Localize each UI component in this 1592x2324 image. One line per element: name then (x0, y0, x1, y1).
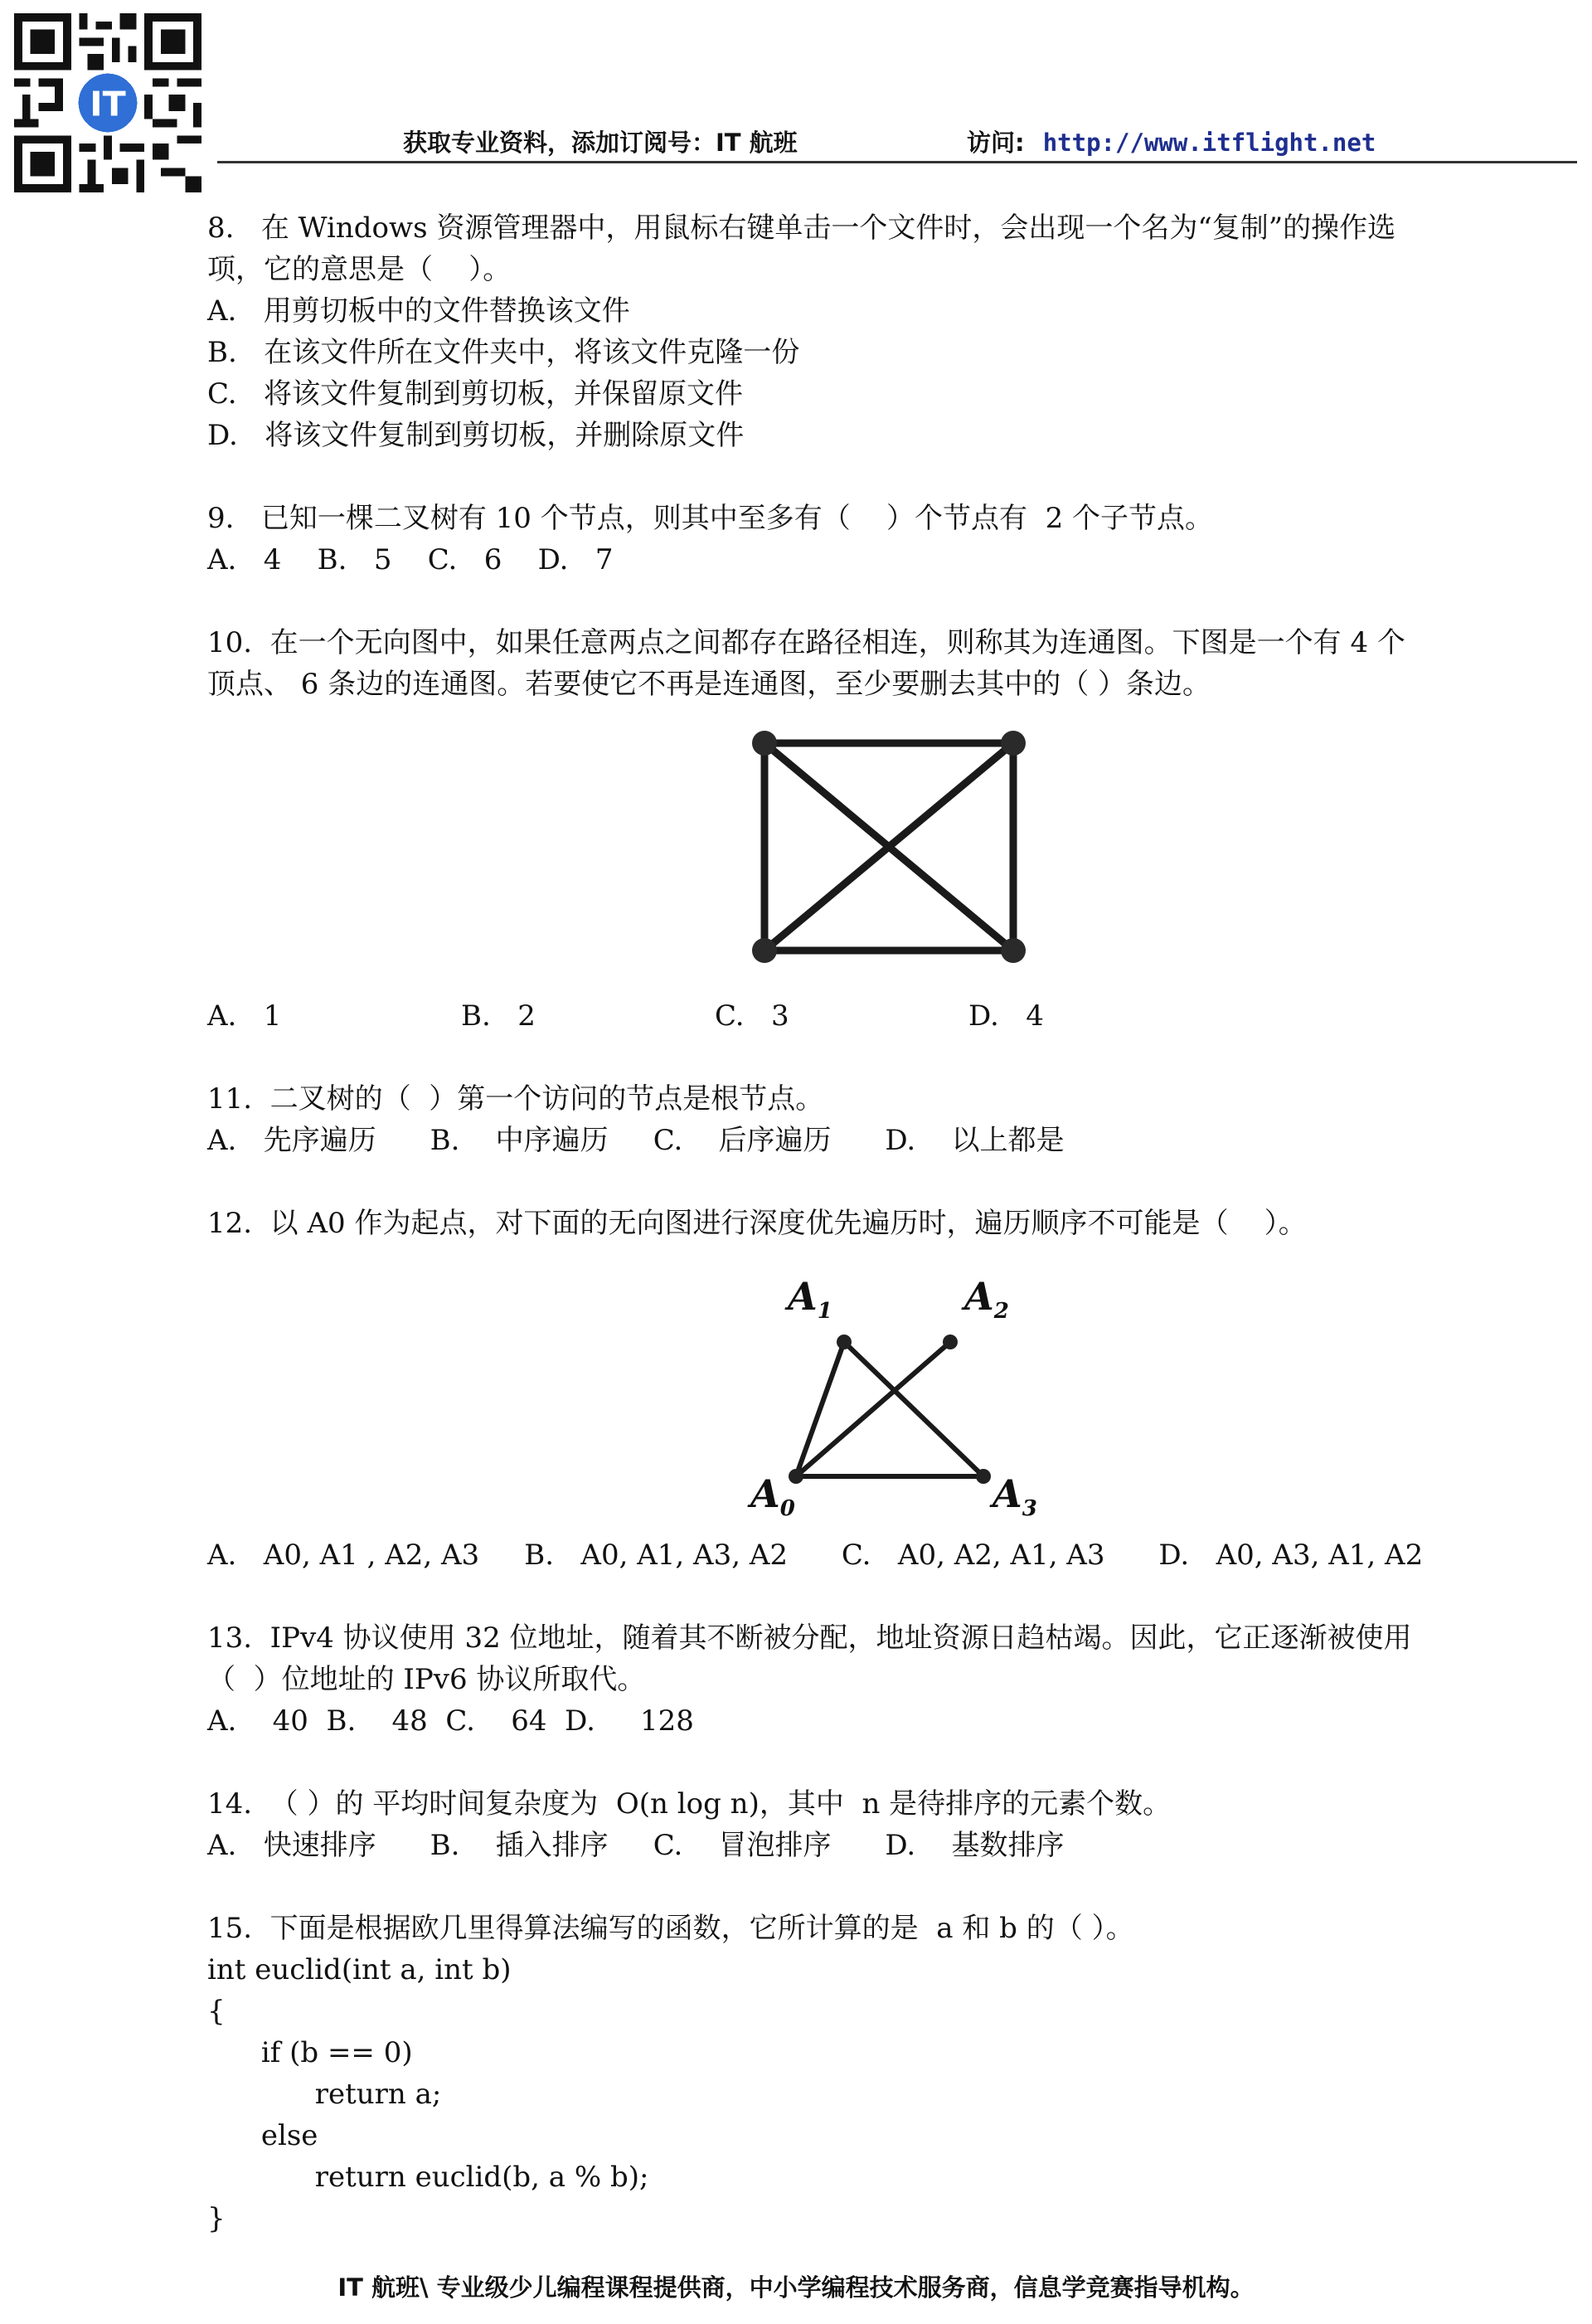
code-line: return a; (207, 2078, 442, 2111)
option-d: D. 4 (968, 999, 1044, 1033)
header-visit-label: 访问: (967, 129, 1025, 157)
vertex-label-a2: $A_2$ (964, 1274, 1009, 1325)
question-15 (207, 1908, 1571, 2239)
vertex-label-a3: $A_3$ (993, 1471, 1037, 1522)
page-header (403, 124, 1376, 158)
options-line: A. A0, A1 , A2, A3 B. A0, A1, A3, A2 C. A0, A2, A1, A3 D. A0, A3, A1, A2 (207, 1539, 1424, 1572)
question-text: 项，它的意思是（ ）。 (207, 253, 512, 286)
question-content (207, 207, 1571, 2239)
question-text: （ ）位地址的 IPv6 协议所取代。 (207, 1663, 646, 1696)
dfs-graph-diagram (207, 1244, 1571, 1493)
graph-vertex (752, 731, 777, 756)
option-d: D. 将该文件复制到剪切板，并删除原文件 (207, 419, 745, 452)
graph-figure-4-vertices (207, 705, 1571, 995)
question-10 (207, 622, 1571, 1037)
question-text: 10. 在一个无向图中，如果任意两点之间都存在路径相连，则称其为连通图。下图是一个有 4 个 (207, 626, 1405, 659)
header-divider (217, 161, 1577, 163)
connected-graph-diagram (207, 705, 1571, 995)
graph-vertex (1001, 731, 1026, 756)
graph-vertex (1001, 938, 1026, 963)
graph-vertex (943, 1335, 958, 1349)
option-a: A. 1 (207, 999, 282, 1033)
graph-vertex (752, 938, 777, 963)
question-text: 8. 在 Windows 资源管理器中，用鼠标右键单击一个文件时，会出现一个名为“复制”的操作选 (207, 211, 1396, 245)
code-line: } (207, 2202, 226, 2235)
question-11 (207, 1078, 1571, 1161)
option-b: B. 2 (461, 999, 536, 1033)
question-text: 顶点、 6 条边的连通图。若要使它不再是连通图，至少要删去其中的（ ）条边。 (207, 668, 1211, 701)
header-url-link[interactable]: http://www.itflight.net (1042, 129, 1376, 157)
question-text: 11. 二叉树的（ ）第一个访问的节点是根节点。 (207, 1082, 824, 1116)
question-text: 14. （ ）的 平均时间复杂度为 O(n log n)，其中 n 是待排序的元素个数。 (207, 1787, 1172, 1821)
code-block (207, 1949, 1571, 2239)
qr-code (13, 13, 202, 192)
options-line: A. 4 B. 5 C. 6 D. 7 (207, 543, 614, 576)
options-line: A. 先序遍历 B. 中序遍历 C. 后序遍历 D. 以上都是 (207, 1124, 1065, 1157)
question-text: 9. 已知一棵二叉树有 10 个节点，则其中至多有（ ）个节点有 2 个子节点。 (207, 502, 1214, 535)
question-text: 13. IPv4 协议使用 32 位地址，随着其不断被分配，地址资源日趋枯竭。因此，它正逐渐被使用 (207, 1621, 1412, 1655)
question-13 (207, 1617, 1571, 1742)
option-c: C. 3 (715, 999, 789, 1033)
options-row (207, 995, 1571, 1037)
page-footer: IT 航班\ 专业级少儿编程课程提供商，中小学编程技术服务商，信息学竞赛指导机构。 (337, 2273, 1255, 2302)
code-line: int euclid(int a, int b) (207, 1953, 512, 1986)
option-b: B. 在该文件所在文件夹中，将该文件克隆一份 (207, 336, 800, 369)
graph-vertex (837, 1335, 852, 1349)
option-a: A. 用剪切板中的文件替换该文件 (207, 294, 630, 328)
question-8 (207, 207, 1571, 456)
question-14 (207, 1783, 1571, 1866)
question-text: 12. 以 A0 作为起点，对下面的无向图进行深度优先遍历时，遍历顺序不可能是（ ）。 (207, 1207, 1307, 1240)
options-line: A. 快速排序 B. 插入排序 C. 冒泡排序 D. 基数排序 (207, 1829, 1065, 1862)
question-12 (207, 1203, 1571, 1576)
code-line: if (b == 0) (207, 2036, 413, 2069)
undirected-graph-figure (207, 1244, 1571, 1522)
vertex-label-a0: $A_0$ (750, 1471, 795, 1522)
vertex-label-a1: $A_1$ (788, 1274, 832, 1325)
question-text: 15. 下面是根据欧几里得算法编写的函数，它所计算的是 a 和 b 的（ ）。 (207, 1912, 1134, 1945)
options-line: A. 40 B. 48 C. 64 D. 128 (207, 1704, 694, 1738)
svg-text:IT: IT (90, 84, 126, 124)
header-brand-text: 获取专业资料，添加订阅号：IT 航班 (403, 129, 798, 157)
header-visit (967, 124, 1376, 158)
code-line: else (207, 2119, 318, 2152)
code-line: return euclid(b, a % b); (207, 2161, 649, 2194)
option-c: C. 将该文件复制到剪切板，并保留原文件 (207, 377, 744, 411)
graph-vertex (976, 1469, 991, 1484)
question-9 (207, 498, 1571, 581)
graph-edge (844, 1342, 983, 1476)
code-line: { (207, 1995, 226, 2028)
